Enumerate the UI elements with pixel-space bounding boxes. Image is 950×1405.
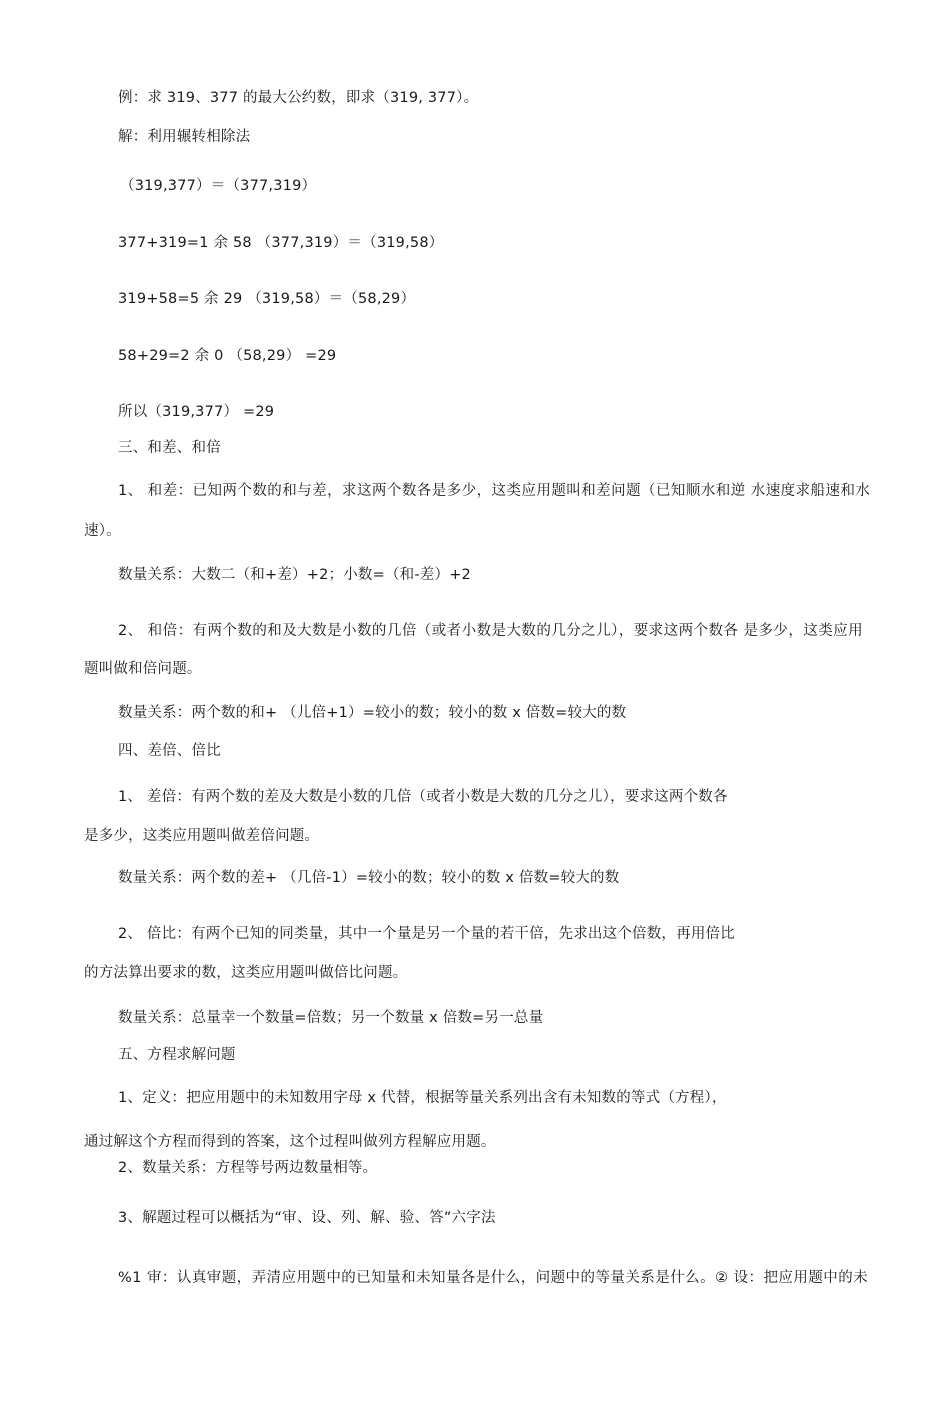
equation-line: （319,377）＝（377,319） xyxy=(120,178,317,194)
result-line: 所以（319,377） =29 xyxy=(118,404,275,420)
paragraph-line: 是多少，这类应用题叫做差倍问题。 xyxy=(84,828,320,844)
paragraph-line: 3、解题过程可以概括为“审、设、列、解、验、答”六字法 xyxy=(118,1210,496,1226)
paragraph-line: 1、 差倍：有两个数的差及大数是小数的几倍（或者小数是大数的几分之儿），要求这两个数各 xyxy=(118,789,728,805)
paragraph-line: 2、数量关系：方程等号两边数量相等。 xyxy=(118,1160,378,1176)
paragraph-line: 通过解这个方程而得到的答案，这个过程叫做列方程解应用题。 xyxy=(84,1134,496,1150)
section-heading: 三、和差、和倍 xyxy=(118,440,221,456)
equation-line: 319+58=5 余 29 （319,58）＝（58,29） xyxy=(118,291,416,307)
example-line: 例：求 319、377 的最大公约数，即求（319, 377）。 xyxy=(118,90,479,106)
formula-line: 数量关系：两个数的和+ （儿倍+1）=较小的数；较小的数 x 倍数=较大的数 xyxy=(118,705,627,721)
formula-line: 数量关系：总量幸一个数量=倍数；另一个数量 x 倍数=另一总量 xyxy=(118,1010,544,1026)
paragraph-line: 1、定义：把应用题中的未知数用字母 x 代替，根据等量关系列出含有未知数的等式（方程）， xyxy=(118,1090,727,1106)
paragraph-line: 速）。 xyxy=(84,523,121,539)
paragraph-line: 2、 倍比：有两个已知的同类量，其中一个量是另一个量的若干倍，先求出这个倍数，再用倍比 xyxy=(118,926,735,942)
solution-intro: 解：利用辗转相除法 xyxy=(118,129,251,145)
paragraph-line: 题叫做和倍问题。 xyxy=(84,661,202,677)
paragraph-line: %1 审：认真审题，弄清应用题中的已知量和未知量各是什么，问题中的等量关系是什么。② 设：把应用题中的未 xyxy=(118,1270,869,1286)
equation-line: 377+319=1 余 58 （377,319）＝（319,58） xyxy=(118,235,444,251)
section-heading: 五、方程求解问题 xyxy=(118,1047,236,1063)
paragraph-line: 2、 和倍：有两个数的和及大数是小数的几倍（或者小数是大数的几分之儿），要求这两个数各 是多少，这类应用 xyxy=(118,623,864,639)
formula-line: 数量关系：两个数的差+ （几倍-1）=较小的数；较小的数 x 倍数=较大的数 xyxy=(118,870,620,886)
formula-line: 数量关系：大数二（和+差）+2；小数=（和-差）+2 xyxy=(118,567,471,583)
paragraph-line: 的方法算出要求的数，这类应用题叫做倍比问题。 xyxy=(84,965,408,981)
equation-line: 58+29=2 余 0 （58,29） =29 xyxy=(118,348,337,364)
paragraph-line: 1、 和差：已知两个数的和与差，求这两个数各是多少，这类应用题叫和差问题（已知顺水和逆 水速度求船速和水 xyxy=(118,483,871,499)
section-heading: 四、差倍、倍比 xyxy=(118,743,221,759)
